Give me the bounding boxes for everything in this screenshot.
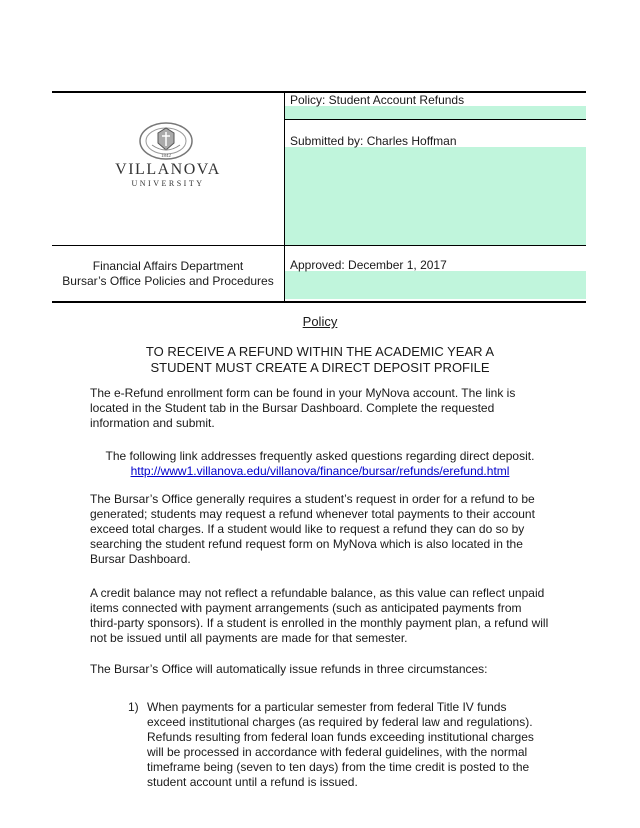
university-seal-icon <box>138 121 194 161</box>
seal-year: 1842 <box>161 154 171 159</box>
submitted-highlight <box>285 147 586 245</box>
list-item-number: 1) <box>128 700 139 714</box>
logo-name: VILLANOVA <box>115 161 221 178</box>
caps-heading <box>0 344 640 376</box>
faq-link[interactable]: http://www1.villanova.edu/villanova/finance/bursar/refunds/erefund.html <box>130 464 510 478</box>
header-table <box>52 91 586 303</box>
paragraph-erefund: The e-Refund enrollment form can be found in your MyNova account. The link is located in the Student tab in the Bursar Dashboard. Complete the requested information and submit. <box>90 386 516 430</box>
caps-heading-line-2: STUDENT MUST CREATE A DIRECT DEPOSIT PROFILE <box>150 360 490 375</box>
paragraph-credit-balance: A credit balance may not reflect a refundable balance, as this value can reflect unpaid items connected with payment arrangements (such as anticipated payments from third-party sponsors). If a student is enrolled in the monthly payment plan, a refund will not be issued until all payments are made for that semester. <box>90 586 549 645</box>
policy-label: Policy: Student Account Refunds <box>290 93 465 107</box>
paragraph-refund-request: The Bursar’s Office generally requires a student’s request in order for a refund to be generated; students may request a refund whenever total payments to their account exceed total charges. If a student would like to request a refund they can do so by searching the student refund request form on MyNova which is also located in the Bursar Dashboard. <box>90 492 535 566</box>
faq-block <box>90 449 550 479</box>
department-cell <box>52 246 284 301</box>
logo-subtitle: UNIVERSITY <box>131 179 205 188</box>
list-item-text: When payments for a particular semester from federal Title IV funds exceed institutional charges (as required by federal law and regulations). Refunds resulting from federal loan funds exceeding institutional charges will be processed in accordance with federal guidelines, with the normal timeframe being (seven to ten days) from the time credit is posted to the student account until a refund is issued. <box>147 700 534 789</box>
office-name: Bursar’s Office Policies and Procedures <box>62 274 274 288</box>
policy-highlight <box>285 106 586 119</box>
approved-highlight <box>285 271 586 299</box>
university-logo <box>52 93 284 245</box>
policy-heading: Policy <box>302 314 338 329</box>
caps-heading-line-1: TO RECEIVE A REFUND WITHIN THE ACADEMIC YEAR A <box>145 344 495 359</box>
right-cell-divider <box>285 119 586 120</box>
submitted-label: Submitted by: Charles Hoffman <box>290 134 457 148</box>
faq-text: The following link addresses frequently asked questions regarding direct deposit. <box>105 449 535 463</box>
paragraph-circumstances: The Bursar’s Office will automatically issue refunds in three circumstances: <box>90 662 488 676</box>
department-name: Financial Affairs Department <box>92 259 244 273</box>
approved-label: Approved: December 1, 2017 <box>290 258 447 272</box>
